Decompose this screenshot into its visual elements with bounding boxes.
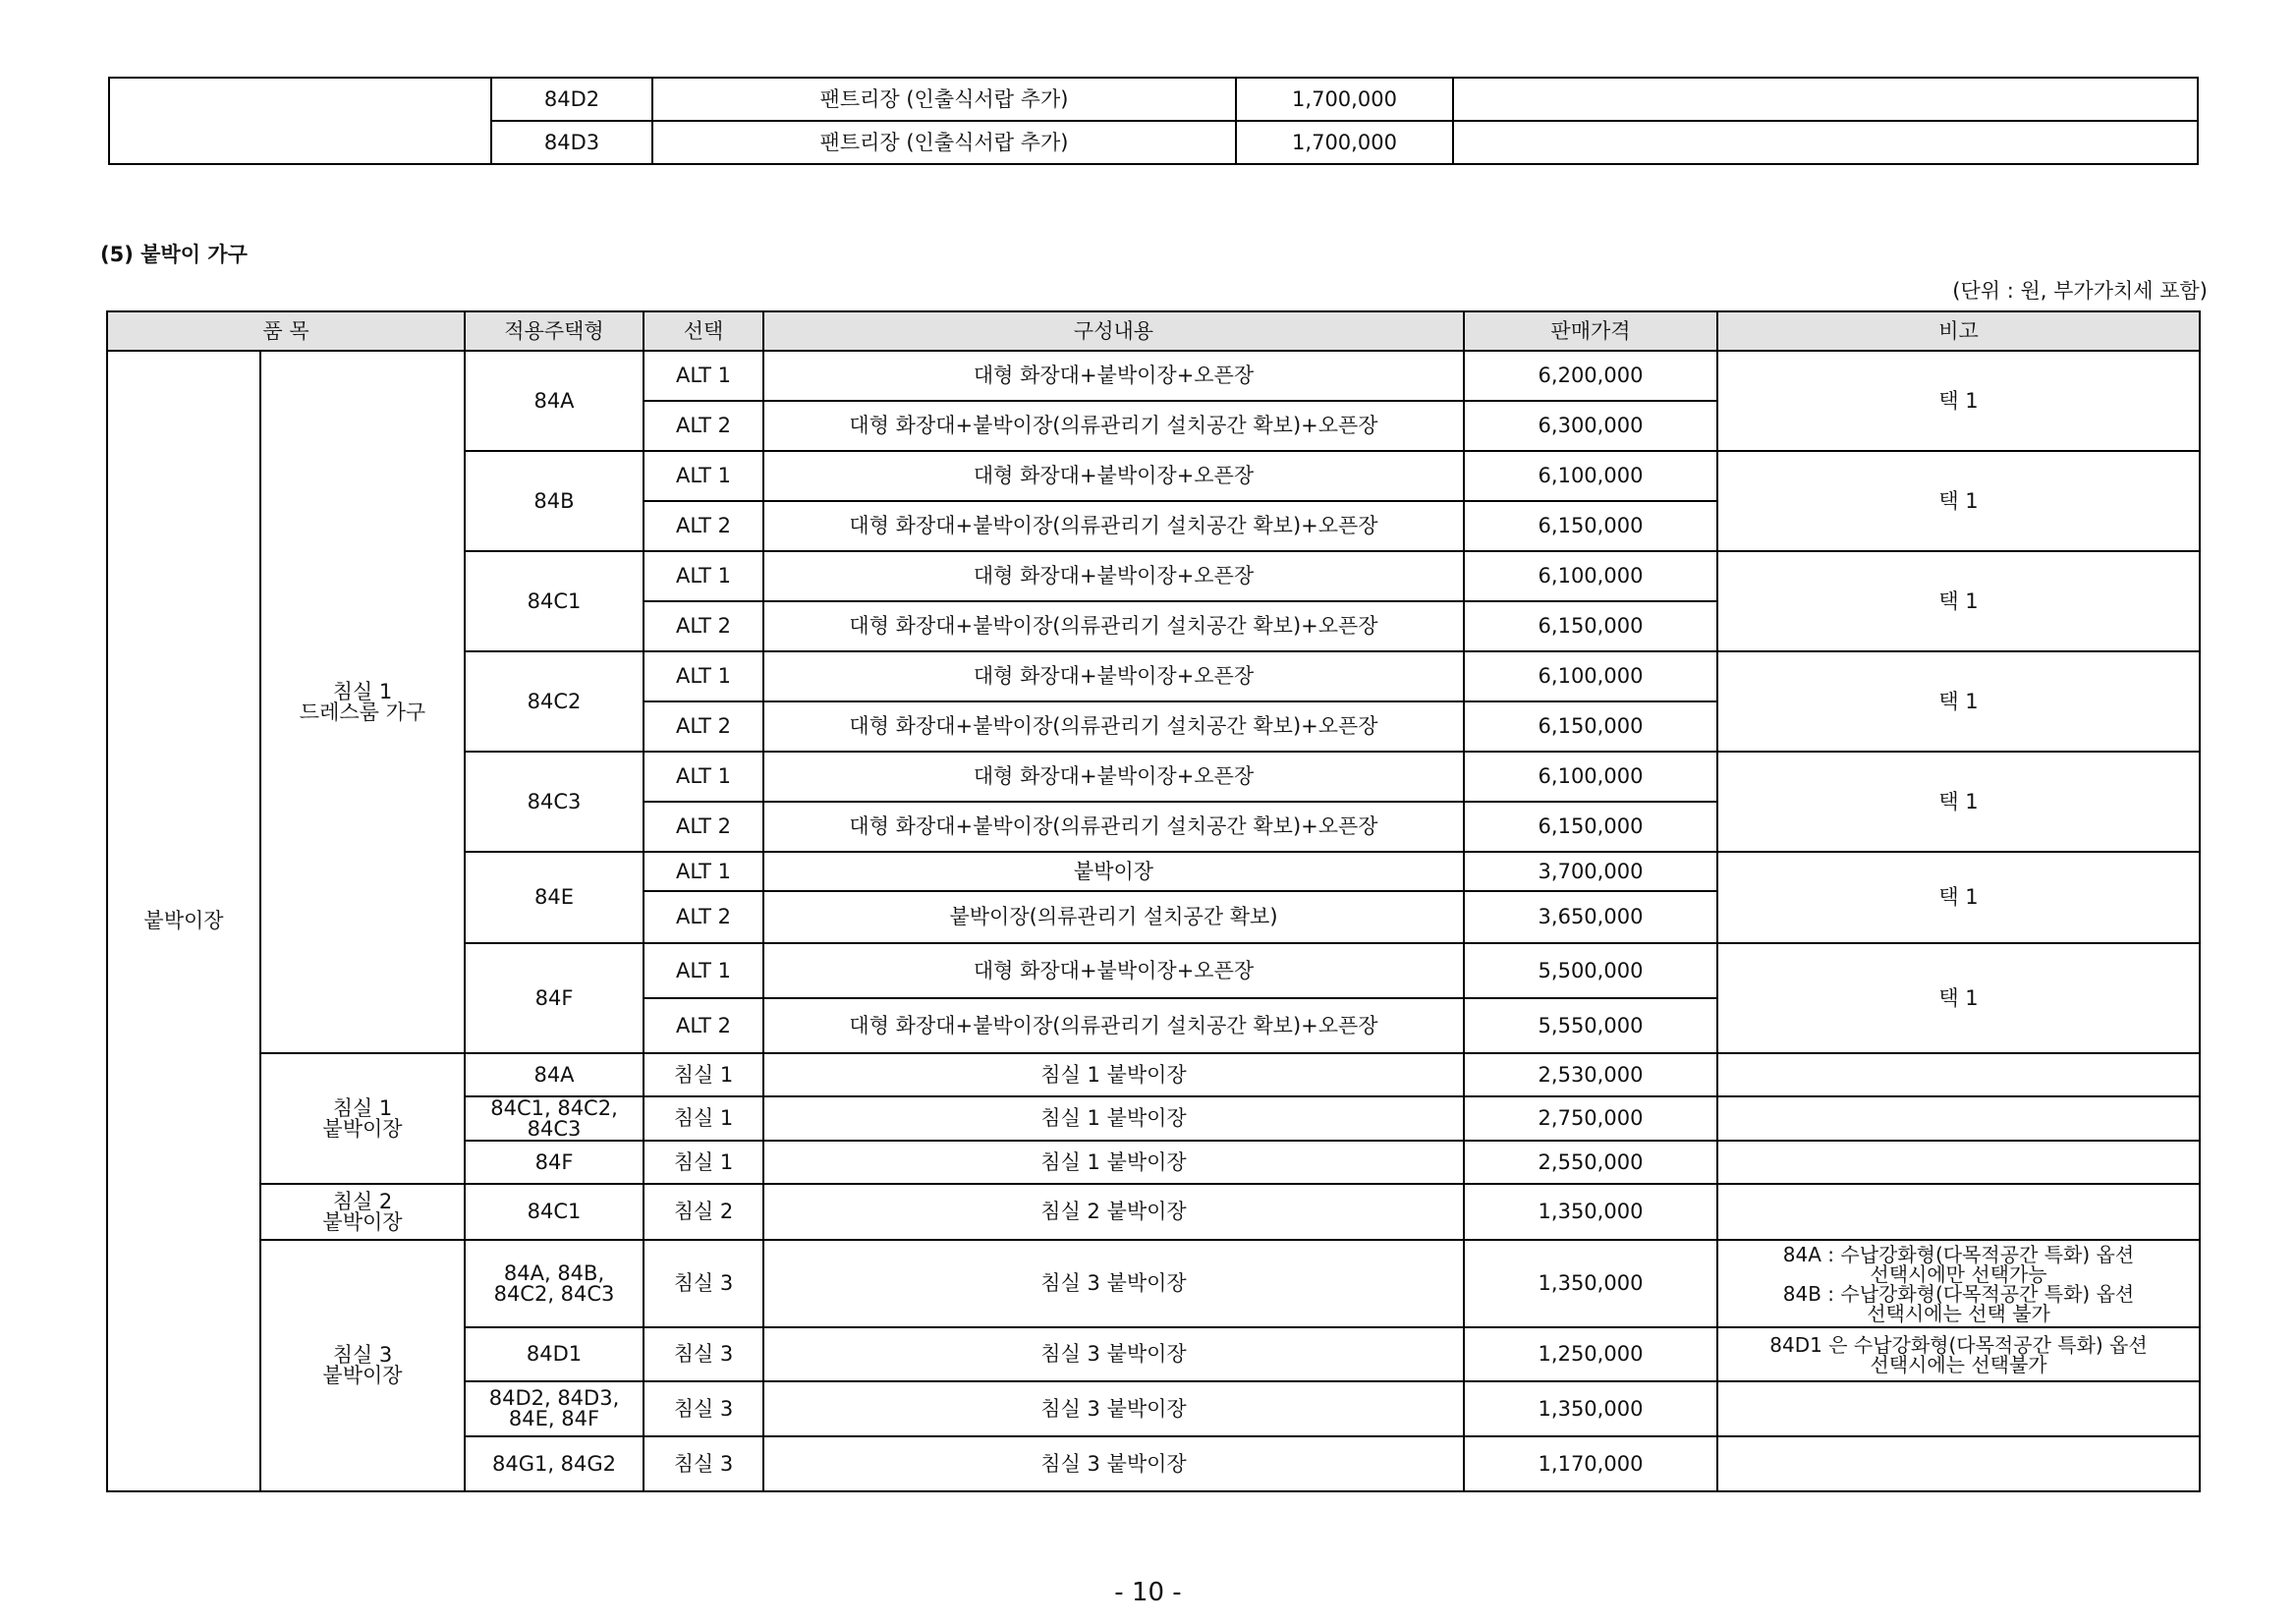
built-in-furniture-table — [106, 310, 2201, 1492]
choice-cell: ALT 2 — [644, 891, 763, 943]
content-cell: 팬트리장 (인출식서랍 추가) — [652, 78, 1236, 121]
price-cell: 5,550,000 — [1464, 998, 1717, 1053]
price-cell: 6,300,000 — [1464, 401, 1717, 451]
header-price: 판매가격 — [1464, 311, 1717, 351]
choice-cell: ALT 1 — [644, 852, 763, 891]
price-cell: 2,750,000 — [1464, 1096, 1717, 1141]
content-cell: 대형 화장대+붙박이장(의류관리기 설치공간 확보)+오픈장 — [763, 802, 1464, 852]
content-cell: 침실 1 붙박이장 — [763, 1053, 1464, 1096]
type-cell: 84C2 — [465, 651, 644, 752]
remark-cell — [1717, 1053, 2200, 1096]
content-cell: 붙박이장 — [763, 852, 1464, 891]
content-cell: 대형 화장대+붙박이장+오픈장 — [763, 752, 1464, 802]
remark-cell — [1717, 1096, 2200, 1141]
choice-cell: ALT 2 — [644, 701, 763, 752]
type-cell: 84A — [465, 351, 644, 451]
bedroom1-label: 침실 1 붙박이장 — [260, 1053, 465, 1184]
choice-cell: ALT 1 — [644, 351, 763, 401]
price-cell: 6,200,000 — [1464, 351, 1717, 401]
remark-cell: 택 1 — [1717, 451, 2200, 551]
content-cell: 침실 3 붙박이장 — [763, 1436, 1464, 1491]
choice-cell: ALT 1 — [644, 752, 763, 802]
price-cell: 1,170,000 — [1464, 1436, 1717, 1491]
remark-cell — [1717, 1141, 2200, 1184]
choice-cell: 침실 2 — [644, 1184, 763, 1240]
price-cell: 2,530,000 — [1464, 1053, 1717, 1096]
price-cell: 3,700,000 — [1464, 852, 1717, 891]
choice-cell: ALT 1 — [644, 651, 763, 701]
table-row — [107, 1184, 2200, 1240]
remark-cell — [1717, 1436, 2200, 1491]
choice-cell: 침실 3 — [644, 1240, 763, 1327]
note-cell — [1453, 78, 2198, 121]
table-row — [107, 351, 2200, 401]
type-cell: 84D1 — [465, 1327, 644, 1381]
pantry-price-table — [108, 77, 2199, 165]
choice-cell: ALT 2 — [644, 401, 763, 451]
type-cell: 84A, 84B, 84C2, 84C3 — [465, 1240, 644, 1327]
type-cell: 84B — [465, 451, 644, 551]
choice-cell: 침실 3 — [644, 1327, 763, 1381]
price-cell: 6,100,000 — [1464, 752, 1717, 802]
header-type: 적용주택형 — [465, 311, 644, 351]
choice-cell: 침실 1 — [644, 1141, 763, 1184]
choice-cell: ALT 2 — [644, 601, 763, 651]
content-cell: 침실 1 붙박이장 — [763, 1096, 1464, 1141]
unit-note: (단위 : 원, 부가가치세 포함) — [1952, 279, 2208, 303]
choice-cell: ALT 2 — [644, 501, 763, 551]
type-cell: 84C1 — [465, 1184, 644, 1240]
content-cell: 대형 화장대+붙박이장+오픈장 — [763, 351, 1464, 401]
type-cell: 84D2 — [491, 78, 652, 121]
price-cell: 6,150,000 — [1464, 601, 1717, 651]
content-cell: 침실 3 붙박이장 — [763, 1381, 1464, 1436]
content-cell: 붙박이장(의류관리기 설치공간 확보) — [763, 891, 1464, 943]
choice-cell: 침실 1 — [644, 1053, 763, 1096]
choice-cell: 침실 1 — [644, 1096, 763, 1141]
table-row — [107, 1053, 2200, 1096]
price-cell: 6,150,000 — [1464, 802, 1717, 852]
type-cell: 84F — [465, 943, 644, 1053]
choice-cell: ALT 2 — [644, 998, 763, 1053]
item-cell-empty — [109, 78, 491, 164]
choice-cell: 침실 3 — [644, 1436, 763, 1491]
price-cell: 1,700,000 — [1236, 78, 1453, 121]
price-cell: 6,150,000 — [1464, 501, 1717, 551]
content-cell: 침실 3 붙박이장 — [763, 1327, 1464, 1381]
table-header-row — [107, 311, 2200, 351]
price-cell: 1,350,000 — [1464, 1240, 1717, 1327]
content-cell: 침실 2 붙박이장 — [763, 1184, 1464, 1240]
remark-cell: 택 1 — [1717, 351, 2200, 451]
content-cell: 침실 1 붙박이장 — [763, 1141, 1464, 1184]
price-cell: 6,100,000 — [1464, 551, 1717, 601]
price-cell: 1,250,000 — [1464, 1327, 1717, 1381]
category-cell: 붙박이장 — [107, 351, 260, 1491]
content-cell: 대형 화장대+붙박이장+오픈장 — [763, 551, 1464, 601]
choice-cell: ALT 2 — [644, 802, 763, 852]
content-cell: 대형 화장대+붙박이장+오픈장 — [763, 451, 1464, 501]
price-cell: 1,350,000 — [1464, 1381, 1717, 1436]
type-cell: 84A — [465, 1053, 644, 1096]
type-cell: 84E — [465, 852, 644, 943]
content-cell: 대형 화장대+붙박이장+오픈장 — [763, 651, 1464, 701]
remark-cell: 택 1 — [1717, 651, 2200, 752]
type-cell: 84F — [465, 1141, 644, 1184]
section-heading: (5) 붙박이 가구 — [100, 243, 248, 266]
content-cell: 대형 화장대+붙박이장(의류관리기 설치공간 확보)+오픈장 — [763, 601, 1464, 651]
note-cell — [1453, 121, 2198, 164]
remark-cell: 84A : 수납강화형(다목적공간 특화) 옵션 선택시에만 선택가능 84B : 수납강화형(다목적공간 특화) 옵션 선택시에는 선택 불가 — [1717, 1240, 2200, 1327]
header-choice: 선택 — [644, 311, 763, 351]
content-cell: 팬트리장 (인출식서랍 추가) — [652, 121, 1236, 164]
remark-cell: 택 1 — [1717, 551, 2200, 651]
remark-cell: 택 1 — [1717, 852, 2200, 943]
table-row — [109, 78, 2198, 121]
bedroom3-label: 침실 3 붙박이장 — [260, 1240, 465, 1491]
content-cell: 대형 화장대+붙박이장(의류관리기 설치공간 확보)+오픈장 — [763, 701, 1464, 752]
content-cell: 대형 화장대+붙박이장+오픈장 — [763, 943, 1464, 998]
type-cell: 84C1 — [465, 551, 644, 651]
remark-cell: 택 1 — [1717, 752, 2200, 852]
choice-cell: 침실 3 — [644, 1381, 763, 1436]
price-cell: 6,100,000 — [1464, 651, 1717, 701]
price-cell: 1,700,000 — [1236, 121, 1453, 164]
price-cell: 6,150,000 — [1464, 701, 1717, 752]
remark-cell — [1717, 1184, 2200, 1240]
price-cell: 2,550,000 — [1464, 1141, 1717, 1184]
dressroom-label: 침실 1 드레스룸 가구 — [260, 351, 465, 1053]
content-cell: 대형 화장대+붙박이장(의류관리기 설치공간 확보)+오픈장 — [763, 401, 1464, 451]
choice-cell: ALT 1 — [644, 451, 763, 501]
type-cell: 84D3 — [491, 121, 652, 164]
price-cell: 5,500,000 — [1464, 943, 1717, 998]
choice-cell: ALT 1 — [644, 943, 763, 998]
page-number: - 10 - — [1114, 1578, 1182, 1607]
remark-cell — [1717, 1381, 2200, 1436]
price-cell: 6,100,000 — [1464, 451, 1717, 501]
remark-cell: 84D1 은 수납강화형(다목적공간 특화) 옵션 선택시에는 선택불가 — [1717, 1327, 2200, 1381]
type-cell: 84G1, 84G2 — [465, 1436, 644, 1491]
price-cell: 3,650,000 — [1464, 891, 1717, 943]
content-cell: 침실 3 붙박이장 — [763, 1240, 1464, 1327]
content-cell: 대형 화장대+붙박이장(의류관리기 설치공간 확보)+오픈장 — [763, 501, 1464, 551]
type-cell: 84C1, 84C2, 84C3 — [465, 1096, 644, 1141]
price-cell: 1,350,000 — [1464, 1184, 1717, 1240]
remark-cell: 택 1 — [1717, 943, 2200, 1053]
header-remark: 비고 — [1717, 311, 2200, 351]
header-item: 품 목 — [107, 311, 465, 351]
content-cell: 대형 화장대+붙박이장(의류관리기 설치공간 확보)+오픈장 — [763, 998, 1464, 1053]
table-row — [107, 1240, 2200, 1327]
type-cell: 84D2, 84D3, 84E, 84F — [465, 1381, 644, 1436]
header-content: 구성내용 — [763, 311, 1464, 351]
bedroom2-label: 침실 2 붙박이장 — [260, 1184, 465, 1240]
choice-cell: ALT 1 — [644, 551, 763, 601]
type-cell: 84C3 — [465, 752, 644, 852]
